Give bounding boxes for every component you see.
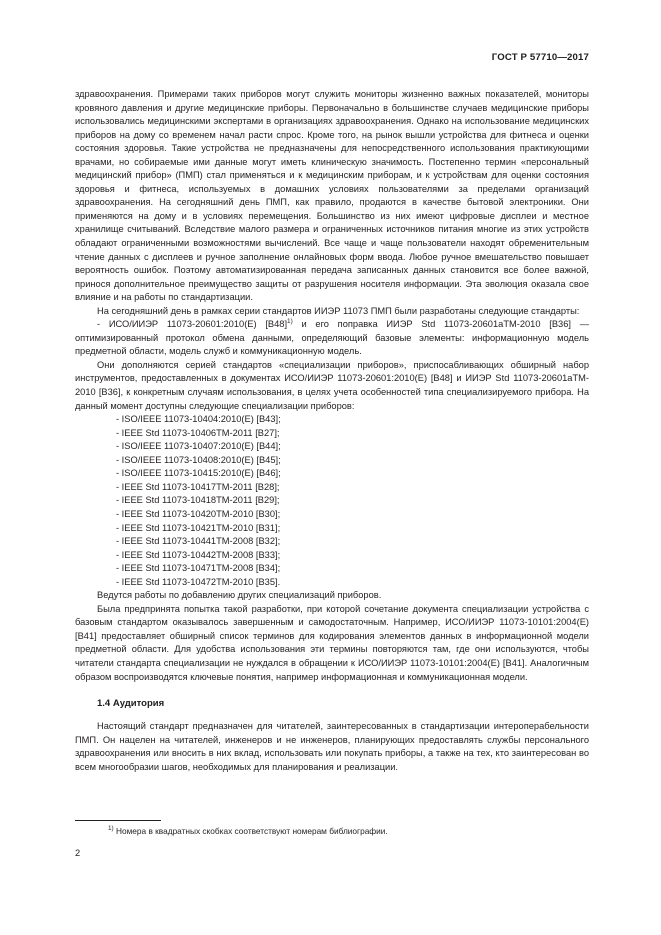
list-item: - IEEE Std 11073-10417TM-2011 [B28]; [116, 481, 280, 492]
paragraph-standards-series-intro: На сегодняшний день в рамках серии стандартов ИИЭР 11073 ПМП были разработаны следующие стандарты: [97, 305, 580, 316]
footnote-area [75, 820, 589, 837]
paragraph-audience: Настоящий стандарт предназначен для читателей, заинтересованных в стандартизации интероперабельности ПМП. Он нацелен на читателей, инженеров и не инженеров, планирующих предоставлять службы персонального здравоохранения или вносить в них вклад, использовать или покупать приборы, а также на тех, кто заинтересован во всем многообразии шагов, необходимых для планирования и реализации. [75, 721, 589, 772]
paragraph-iso-20601-part1: - ИСО/ИИЭР 11073-20601:2010(E) [B48] [97, 319, 288, 330]
page-number: 2 [75, 848, 81, 858]
paragraph-intro-devices: здравоохранения. Примерами таких приборов могут служить мониторы жизненно важных показателей, мониторы кровяного давления и другие медицинские приборы. Первоначально в большинстве случаев медицинские приборы использовались медицинскими экспертами в организациях здравоохранения. Однако на использование медицинских приборов на дому со временем начал расти спрос. Кроме того, на рынок вышли устройства для фитнеса и оценки состояния здоровья. Такие устройства не предназначены для непосредственного использования практикующими врачами, но собираемые ими данные могут иметь клиническую значимость. Постепенно термин «персональный медицинский прибор» (ПМП) стал применяться и к медицинским приборам, и к устройствам для оценки состояния здоровья и фитнеса, используемых в домашних условиях пользователями за пределами организаций здравоохранения. На сегодняшний день ПМП, как правило, продаются в качестве бытовой электроники. Они применяются на дому и в условиях перемещения. Большинство из них имеют цифровые дисплеи и местное хранилище считываний. Вследствие малого размера и ограниченных источников питания многие из этих устройств обладают ограниченными возможностями вычислений. Все чаще и чаще пользователи находят обременительным чтение данных с дисплеев и ручное заполнение онлайновых форм ввода. Любое ручное вмешательство повышает вероятность ошибок. Поэтому автоматизированная передача записанных данных становится все более важной, принося дополнительное преимущество защиты от разрушения носителя информации. Эта эволюция оказала свое влияние и на работы по стандартизации. [75, 89, 589, 303]
list-item: - IEEE Std 11073-10441TM-2008 [B32]; [116, 536, 281, 547]
list-item: - ISO/IEEE 11073-10415:2010(E) [B46]; [116, 468, 281, 479]
page-header-standard-number: ГОСТ Р 57710—2017 [491, 52, 589, 63]
standards-list [75, 413, 589, 589]
list-item: - IEEE Std 11073-10442TM-2008 [B33]; [116, 549, 281, 560]
list-item: - IEEE Std 11073-10421TM-2010 [B31]; [116, 522, 281, 533]
list-item: - IEEE Std 11073-10406TM-2011 [B27]; [116, 427, 280, 438]
paragraph-device-specializations: Они дополняются серией стандартов «специализации приборов», приспосабливающих обширный набор инструментов, предоставленных в документах ИСО/ИИЭР 11073-20601:2010(E) [B48] и ИИЭР Std 11073-20601aTM-2010 [B36], к конкретным случаям использования, в целях учета особенностей типа специализируемого прибора. На данный момент доступны следующие специализации приборов: [75, 359, 589, 411]
list-item: - ISO/IEEE 11073-10408:2010(E) [B45]; [116, 454, 281, 465]
list-item: - ISO/IEEE 11073-10404:2010(E) [B43]; [116, 414, 281, 425]
list-item: - ISO/IEEE 11073-10407:2010(E) [B44]; [116, 441, 281, 452]
page-content [75, 88, 589, 774]
list-item: - IEEE Std 11073-10472TM-2010 [B35]. [116, 576, 281, 587]
paragraph-iso-20601 [75, 318, 589, 359]
paragraph-iso-20601-part2: и его поправка ИИЭР Std 11073-20601aTM-2010 [B36] — оптимизированный протокол обмена данными, определяющий базовые элементы: информационную модель предметной области, модель служб и коммуникационную модель. [75, 319, 589, 357]
footnote-marker: 1) [108, 825, 114, 833]
footnote-text [75, 826, 589, 837]
list-item: - IEEE Std 11073-10420TM-2010 [B30]; [116, 508, 281, 519]
paragraph-ongoing-work: Ведутся работы по добавлению других специализаций приборов. [97, 590, 382, 601]
paragraph-self-contained-attempt: Была предпринята попытка такой разработки, при которой сочетание документа специализации устройства с базовым стандартом оказывалось завершенным и самодостаточным. Например, ИСО/ИИЭР 11073-10101:2004(E) [B41] предоставляет обширный список терминов для кодирования элементов данных в информационной модели предметной области. Для удобства использования эти термины повторяются там, где они используются, чтобы читатели стандарта специализации не нуждался в обращении к ИСО/ИИЭР 11073-10101:2004(E) [B41]. Аналогичным образом воспроизводятся ключевые понятия, например информационная и коммуникационная модели. [75, 603, 589, 682]
section-heading-audience: 1.4 Аудитория [97, 698, 165, 710]
footnote-body: Номера в квадратных скобках соответствуют номерам библиографии. [113, 826, 388, 836]
list-item: - IEEE Std 11073-10418TM-2011 [B29]; [116, 495, 280, 506]
list-item: - IEEE Std 11073-10471TM-2008 [B34]; [116, 563, 281, 574]
footnote-reference-marker[interactable]: 1) [287, 318, 293, 326]
footnote-separator-rule [75, 820, 161, 821]
